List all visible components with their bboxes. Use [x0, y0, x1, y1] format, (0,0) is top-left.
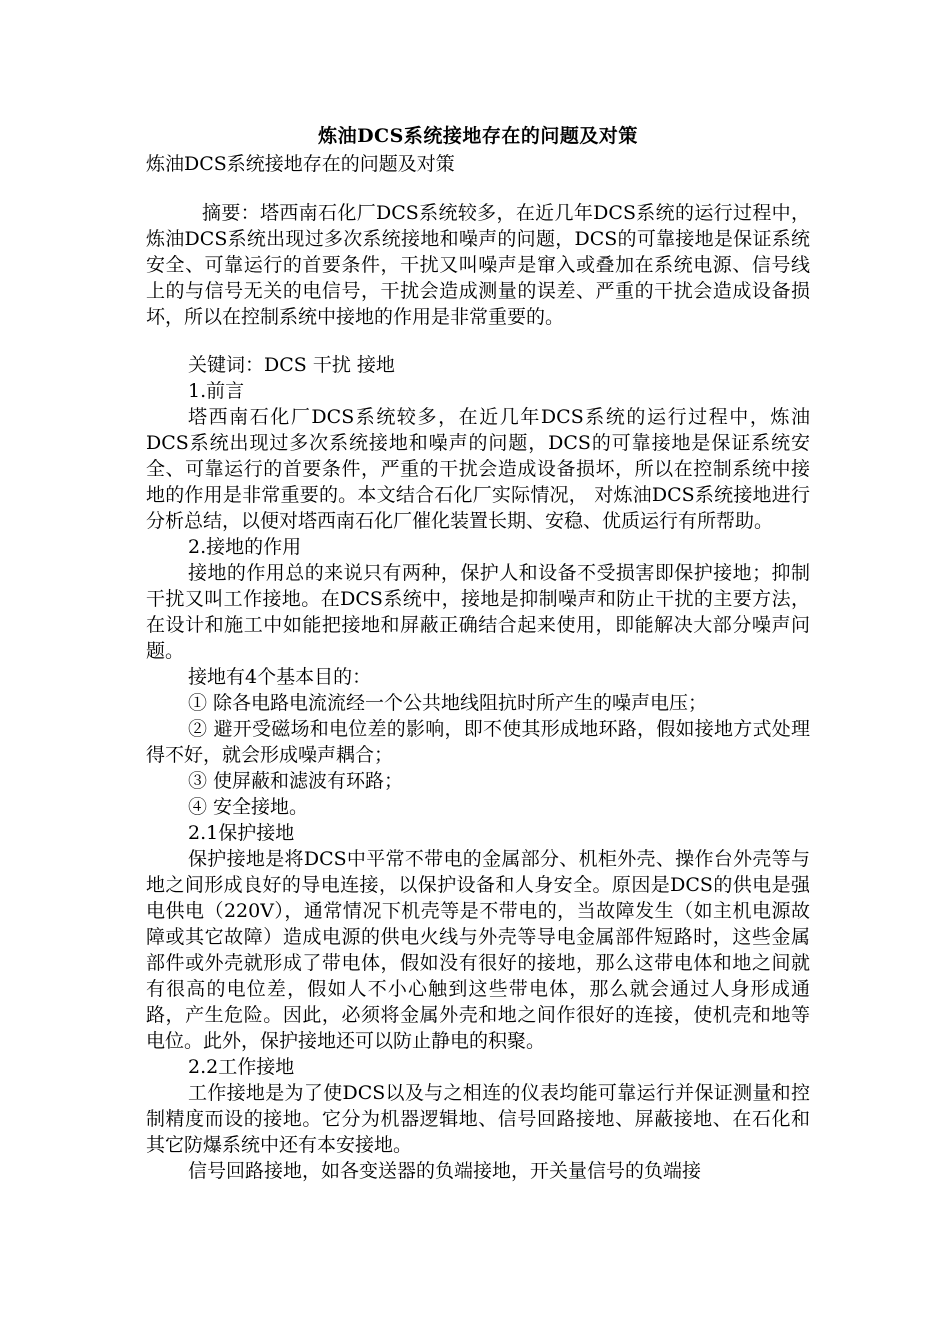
- body-paragraph-grounding-role: 接地的作用总的来说只有两种，保护人和设备不受损害即保护接地；抑制干扰又叫工作接地。在DCS系统中，接地是抑制噪声和防止干扰的主要方法，在设计和施工中如能把接地和屏蔽正确结合起来使用，即能解决大部分噪声问题。: [146, 562, 810, 662]
- body-paragraph-working-grounding: 工作接地是为了使DCS以及与之相连的仪表均能可靠运行并保证测量和控制精度而设的接地。它分为机器逻辑地、信号回路接地、屏蔽接地、在石化和其它防爆系统中还有本安接地。: [146, 1082, 810, 1156]
- list-intro: 接地有4个基本目的：: [188, 666, 372, 688]
- body-paragraph-signal-grounding: 信号回路接地，如各变送器的负端接地，开关量信号的负端接: [188, 1160, 702, 1182]
- abstract-paragraph: 摘要：塔西南石化厂DCS系统较多，在近几年DCS系统的运行过程中，炼油DCS系统出现过多次系统接地和噪声的问题，DCS的可靠接地是保证系统安全、可靠运行的首要条件，干扰又叫噪声是窜入或叠加在系统电源、信号线上的与信号无关的电信号，干扰会造成测量的误差、严重的干扰会造成设备损坏，所以在控制系统中接地的作用是非常重要的。: [146, 202, 810, 328]
- section-heading-intro: 1.前言: [188, 380, 245, 402]
- document-title: 炼油DCS系统接地存在的问题及对策: [318, 125, 638, 147]
- document-page: [146, 122, 810, 1184]
- document-subtitle: 炼油DCS系统接地存在的问题及对策: [146, 153, 455, 175]
- keywords-line: 关键词：DCS 干扰 接地: [188, 354, 395, 376]
- section-heading-working-grounding: 2.2工作接地: [188, 1056, 295, 1078]
- list-item: ④ 安全接地。: [188, 796, 309, 818]
- body-paragraph-intro: 塔西南石化厂DCS系统较多，在近几年DCS系统的运行过程中，炼油DCS系统出现过多次系统接地和噪声的问题，DCS的可靠接地是保证系统安全、可靠运行的首要条件，严重的干扰会造成设备损坏，所以在控制系统中接地的作用是非常重要的。本文结合石化厂实际情况， 对炼油DCS系统接地进行分析总结，以便对塔西南石化厂催化装置长期、安稳、优质运行有所帮助。: [146, 406, 810, 532]
- body-paragraph-protective-grounding: 保护接地是将DCS中平常不带电的金属部分、机柜外壳、操作台外壳等与地之间形成良好的导电连接，以保护设备和人身安全。原因是DCS的供电是强电供电（220V），通常情况下机壳等是不带电的，当故障发生（如主机电源故障或其它故障）造成电源的供电火线与外壳等导电金属部件短路时，这些金属部件或外壳就形成了带电体，假如没有很好的接地，那么这带电体和地之间就有很高的电位差，假如人不小心触到这些带电体，那么就会通过人身形成通路，产生危险。因此，必须将金属外壳和地之间作很好的连接，使机壳和地等电位。此外，保护接地还可以防止静电的积聚。: [146, 848, 810, 1052]
- list-item: ② 避开受磁场和电位差的影响，即不使其形成地环路，假如接地方式处理得不好，就会形成噪声耦合；: [146, 718, 810, 766]
- list-item: ③ 使屏蔽和滤波有环路；: [188, 770, 404, 792]
- list-item: ① 除各电路电流流经一个公共地线阻抗时所产生的噪声电压；: [188, 692, 708, 714]
- section-heading-protective-grounding: 2.1保护接地: [188, 822, 295, 844]
- section-heading-grounding-role: 2.接地的作用: [188, 536, 302, 558]
